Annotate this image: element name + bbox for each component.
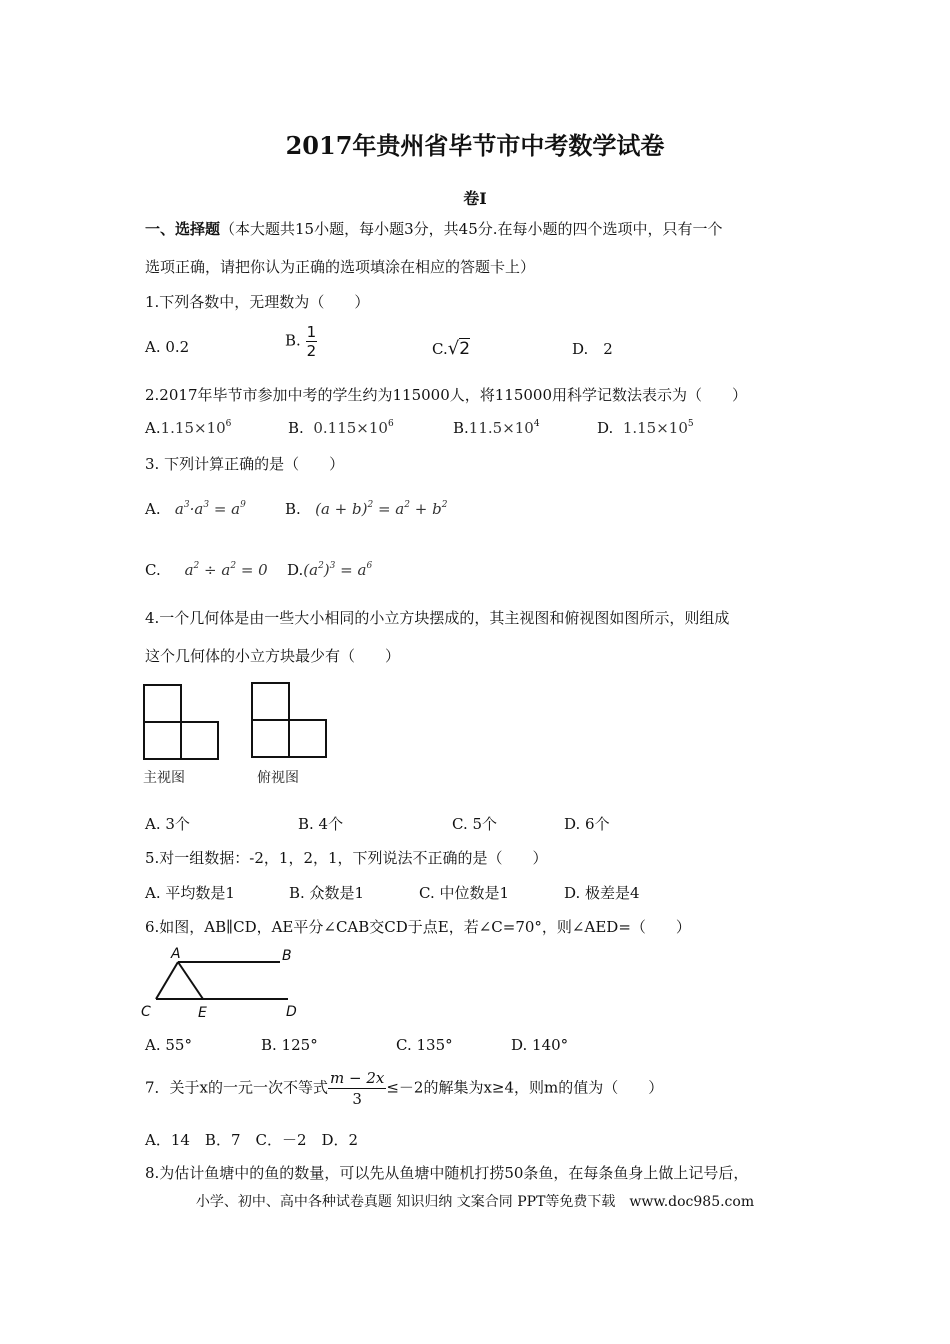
q2-option-b: [288, 419, 394, 437]
question-8-stem: 8.为估计鱼塘中的鱼的数量，可以先从鱼塘中随机打捞50条鱼，在每条鱼身上做上记号后，: [145, 1164, 749, 1182]
q3-option-c: [145, 561, 268, 579]
q3-c-expression: $a^2 \div a^2 = 0$: [184, 561, 268, 579]
q6-option-b: B. 125°: [261, 1036, 318, 1054]
segment-ac: [156, 962, 178, 999]
fraction-one-half: [306, 323, 318, 360]
q6-option-a: A. 55°: [145, 1036, 192, 1054]
question-1-stem: 1.下列各数中，无理数为（ ）: [145, 293, 370, 311]
q3-c-prefix: C.: [145, 561, 161, 579]
q2-c-value: 11.5×10: [468, 419, 534, 437]
q5-option-a: A. 平均数是1: [145, 884, 235, 902]
top-view-label: 俯视图: [257, 770, 299, 786]
question-4-stem-line1: 4.一个几何体是由一些大小相同的小立方块摆成的，其主视图和俯视图如图所示，则组成: [145, 609, 730, 627]
q1-option-a: A. 0.2: [145, 338, 190, 356]
q5-option-b: B. 众数是1: [289, 884, 365, 902]
point-label-c: C: [141, 1004, 151, 1020]
question-3-stem: 3. 下列计算正确的是（ ）: [145, 455, 345, 473]
q3-a-prefix: A.: [145, 500, 161, 518]
sqrt-symbol-icon: √: [447, 338, 460, 359]
q2-b-exponent: 6: [387, 419, 394, 429]
top-view-cell: [289, 720, 326, 757]
q2-a-prefix: A.: [145, 419, 161, 437]
point-label-b: B: [282, 948, 292, 964]
q6-option-d: D. 140°: [511, 1036, 569, 1054]
fraction-denominator: 2: [306, 342, 317, 360]
question-6-stem: 6.如图，AB∥CD，AE平分∠CAB交CD于点E，若∠C=70°，则∠AED=（ ）: [145, 918, 691, 936]
q2-c-exponent: 4: [533, 419, 540, 429]
q4-option-d: D. 6个: [564, 815, 610, 833]
q1-option-b-prefix: B.: [285, 331, 301, 350]
q1-option-b: [285, 323, 317, 360]
top-view-figure: [251, 682, 331, 760]
q7-fraction: [328, 1068, 386, 1109]
section-instructions: [145, 218, 723, 239]
q2-c-prefix: B.: [453, 419, 469, 437]
sqrt-radicand: 2: [459, 339, 471, 359]
section-note-line2: 选项正确，请把你认为正确的选项填涂在相应的答题卡上）: [145, 258, 536, 276]
section-note-line1: （本大题共15小题，每小题3分，共45分.在每小题的四个选项中，只有一个: [220, 220, 723, 238]
segment-ae: [178, 962, 203, 999]
point-label-d: D: [286, 1004, 297, 1020]
q3-d-expression: $(a^2)^3 = a^6$: [303, 561, 373, 579]
q4-option-a: A. 3个: [145, 815, 190, 833]
q2-a-exponent: 6: [225, 419, 232, 429]
q3-option-b: [285, 500, 447, 518]
fraction-numerator: 1: [306, 323, 317, 341]
q7-stem-prefix: 7．关于x的一元一次不等式: [145, 1078, 329, 1097]
q2-d-value: 1.15×10: [622, 419, 688, 437]
point-label-e: E: [198, 1005, 207, 1021]
q1-option-c: [432, 338, 470, 359]
q7-fraction-denominator: 3: [352, 1090, 362, 1108]
question-4-stem-line2: 这个几何体的小立方块最少有（ ）: [145, 647, 401, 665]
front-view-label: 主视图: [143, 770, 185, 786]
front-view-cell: [144, 685, 181, 722]
front-view-cell: [144, 722, 181, 759]
question-2-stem: 2.2017年毕节市参加中考的学生约为115000人，将115000用科学记数法表示为（ ）: [145, 386, 748, 404]
front-view-cell: [181, 722, 218, 759]
section-heading: 一、选择题: [145, 220, 221, 238]
top-view-cell: [252, 720, 289, 757]
q1-option-c-prefix: C.: [432, 340, 448, 358]
point-label-a: A: [171, 946, 181, 962]
q2-d-prefix: D.: [597, 419, 614, 437]
q2-b-prefix: B.: [288, 419, 304, 437]
parallel-lines-figure: [138, 942, 308, 1022]
q2-option-a: [145, 419, 231, 437]
q4-option-c: C. 5个: [452, 815, 498, 833]
q7-fraction-numerator: m − 2x: [330, 1069, 385, 1087]
q4-option-b: B. 4个: [298, 815, 344, 833]
q2-b-value: 0.115×10: [313, 419, 388, 437]
q3-b-prefix: B.: [285, 500, 301, 518]
top-view-cell: [252, 683, 289, 720]
q3-d-prefix: D.: [287, 561, 304, 579]
q2-option-c: [453, 419, 540, 437]
page-title: 2017年贵州省毕节市中考数学试卷: [285, 131, 665, 160]
q3-option-d: [287, 561, 372, 579]
q7-stem-suffix: ≤－2的解集为x≥4，则m的值为（ ）: [386, 1078, 664, 1097]
q2-option-d: [597, 419, 694, 437]
q1-option-d: D. 2: [572, 340, 613, 358]
q3-b-expression: $(a + b)^2 = a^2 + b^2$: [315, 500, 448, 518]
front-view-figure: [143, 684, 223, 762]
volume-label: 卷Ⅰ: [463, 189, 487, 208]
q6-option-c: C. 135°: [396, 1036, 453, 1054]
q3-a-expression: $a^3\cdot a^3 = a^9$: [174, 500, 246, 518]
question-7-stem: [145, 1068, 663, 1109]
q2-a-value: 1.15×10: [160, 419, 226, 437]
q2-d-exponent: 5: [687, 419, 694, 429]
q7-options: A．14 B．7 C．－2 D．2: [145, 1131, 359, 1149]
q5-option-d: D. 极差是4: [564, 884, 640, 902]
q5-option-c: C. 中位数是1: [419, 884, 510, 902]
page-footer: 小学、初中、高中各种试卷真题 知识归纳 文案合同 PPT等免费下载 www.doc985.com: [195, 1194, 755, 1210]
q3-option-a: [145, 500, 246, 518]
question-5-stem: 5.对一组数据：-2，1，2，1，下列说法不正确的是（ ）: [145, 849, 548, 867]
